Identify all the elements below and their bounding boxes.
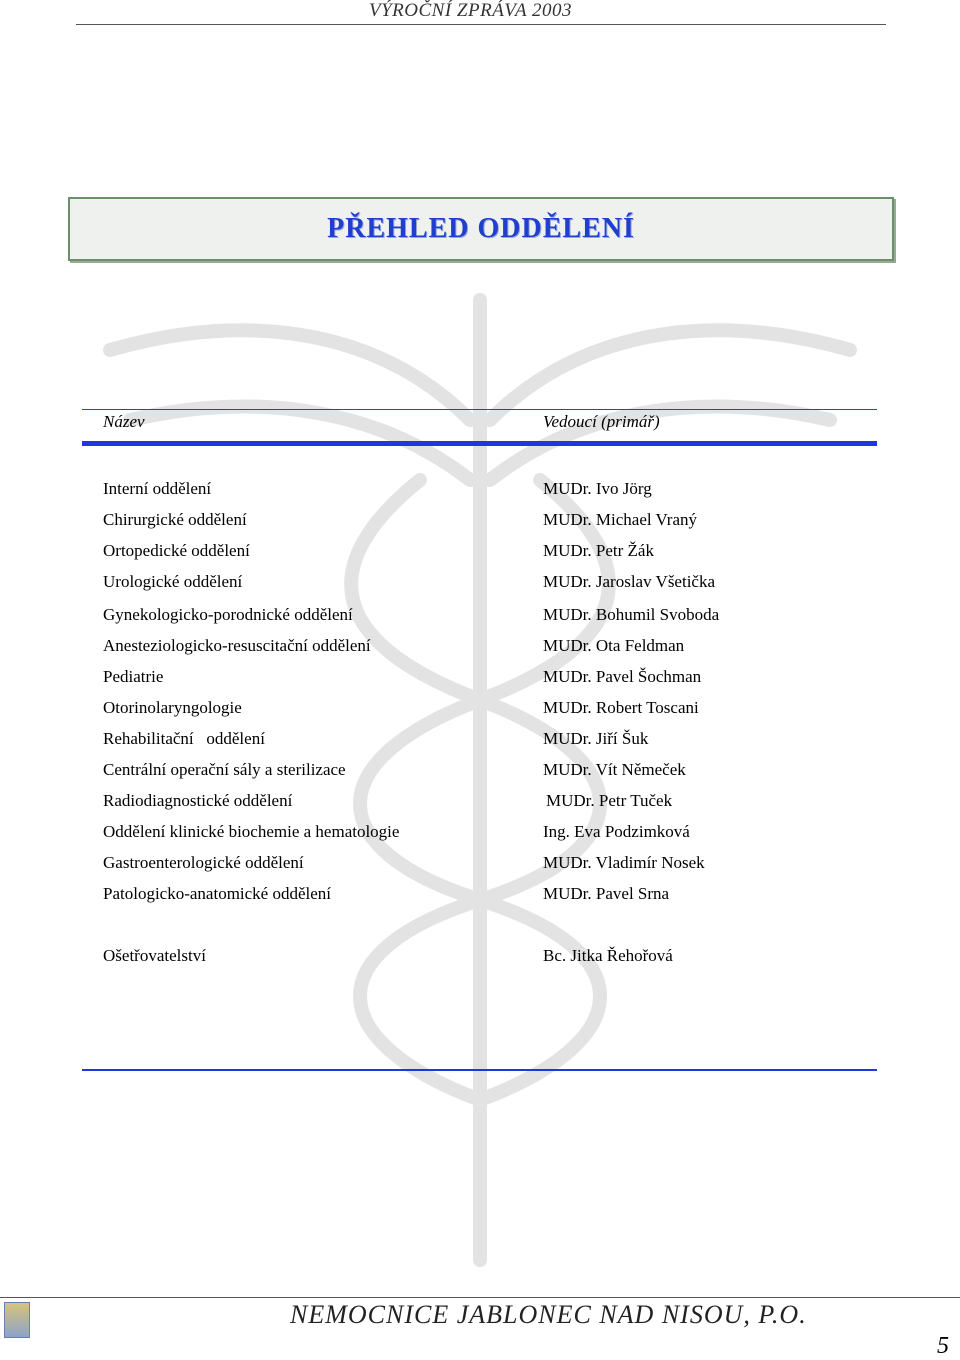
department-head: MUDr. Petr Tuček <box>546 791 673 810</box>
department-head: MUDr. Bohumil Svoboda <box>543 605 720 624</box>
department-name: Gynekologicko-porodnické oddělení <box>103 605 353 624</box>
department-name: Radiodiagnostické oddělení <box>103 791 293 810</box>
page-number: 5 <box>937 1333 949 1359</box>
department-head: MUDr. Ota Feldman <box>543 636 685 655</box>
page-title: PŘEHLED ODDĚLENÍ <box>327 213 635 244</box>
department-name: Chirurgické oddělení <box>103 510 247 529</box>
department-name: Otorinolaryngologie <box>103 698 242 717</box>
department-head: MUDr. Ivo Jörg <box>543 479 652 498</box>
department-name: Anesteziologicko-resuscitační oddělení <box>103 636 371 655</box>
table-bottom-rule <box>82 1069 877 1071</box>
department-name: Patologicko-anatomické oddělení <box>103 884 332 903</box>
department-name: Interní oddělení <box>103 479 212 498</box>
department-head: MUDr. Jiří Šuk <box>543 729 649 748</box>
department-head: MUDr. Michael Vraný <box>543 510 697 529</box>
header-rule <box>76 24 886 25</box>
department-name: Ortopedické oddělení <box>103 541 250 560</box>
department-name: Gastroenterologické oddělení <box>103 853 304 872</box>
table-header-rule <box>82 441 877 446</box>
department-name: Rehabilitační oddělení <box>103 729 265 748</box>
department-name: Pediatrie <box>103 667 164 686</box>
title-box <box>68 197 894 261</box>
department-head: MUDr. Vladimír Nosek <box>543 853 705 872</box>
report-header-title: VÝROČNÍ ZPRÁVA 2003 <box>369 0 573 21</box>
department-head: MUDr. Robert Toscani <box>543 698 699 717</box>
nursing-name: Ošetřovatelství <box>103 946 206 965</box>
department-head: Ing. Eva Podzimková <box>543 822 690 841</box>
department-head: MUDr. Pavel Šochman <box>543 667 702 686</box>
table-top-rule <box>82 409 877 410</box>
column-header-head: Vedoucí (primář) <box>543 412 660 431</box>
column-header-name: Název <box>103 412 145 431</box>
footer-institution: NEMOCNICE JABLONEC NAD NISOU, P.O. <box>290 1300 807 1329</box>
department-head: MUDr. Pavel Srna <box>543 884 670 903</box>
department-head: MUDr. Jaroslav Všetička <box>543 572 716 591</box>
department-head: MUDr. Petr Žák <box>543 541 654 560</box>
department-name: Oddělení klinické biochemie a hematologie <box>103 822 400 841</box>
department-name: Centrální operační sály a sterilizace <box>103 760 346 779</box>
nursing-head: Bc. Jitka Řehořová <box>543 946 673 965</box>
department-head: MUDr. Vít Němeček <box>543 760 686 779</box>
hospital-logo-icon <box>4 1302 30 1338</box>
footer-rule <box>0 1297 960 1298</box>
department-name: Urologické oddělení <box>103 572 243 591</box>
